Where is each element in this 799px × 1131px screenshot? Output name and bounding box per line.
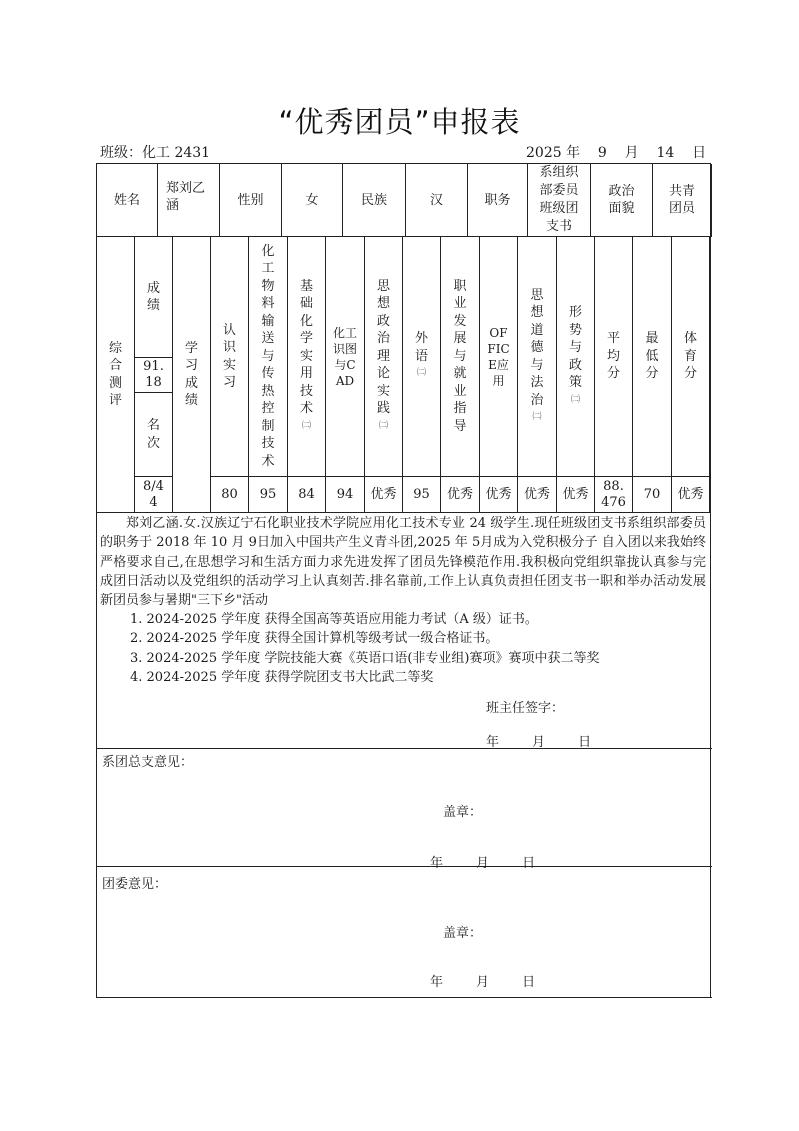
award-item: 3. 2024-2025 学年度 学院技能大赛《英语口语(非专业组)赛项》赛项中获二等奖 bbox=[130, 650, 600, 666]
gender-label-text: 性别 bbox=[237, 192, 264, 208]
ethnicity-value-text: 汉 bbox=[429, 192, 443, 208]
course-score bbox=[326, 477, 365, 513]
course-score bbox=[211, 477, 249, 513]
score-value bbox=[135, 358, 173, 393]
date-month: 9 bbox=[597, 145, 607, 161]
study-label-text: 学习成绩 bbox=[184, 340, 198, 408]
date-day: 14 bbox=[656, 145, 675, 161]
course-name: 认识实习 bbox=[222, 322, 236, 390]
course-score-text: 优秀 bbox=[485, 486, 512, 502]
form-date bbox=[526, 142, 706, 162]
course-name: 化工识图与CAD bbox=[332, 325, 357, 388]
course-header bbox=[211, 237, 249, 477]
course-score-text: 优秀 bbox=[446, 486, 473, 502]
course-score bbox=[672, 477, 710, 513]
score-value-text: 91.18 bbox=[143, 359, 164, 390]
course-score bbox=[518, 477, 557, 513]
course-header bbox=[326, 237, 365, 477]
political-value-text: 共青团员 bbox=[668, 184, 695, 216]
course-header bbox=[633, 237, 672, 477]
course-name: 思想政治理论实践 bbox=[376, 278, 390, 417]
gender-value bbox=[282, 164, 343, 237]
name-value-text: 郑刘乙涵 bbox=[166, 181, 206, 213]
gender-label bbox=[220, 164, 282, 237]
rank-value-text: 8/44 bbox=[143, 478, 164, 510]
course-name: 基础化学实用技术 bbox=[299, 278, 313, 417]
course-score-text: 95 bbox=[413, 486, 430, 502]
course-score bbox=[480, 477, 518, 513]
course-header bbox=[249, 237, 288, 477]
course-score-text: 优秀 bbox=[677, 486, 704, 502]
course-score-text: 88.476 bbox=[601, 478, 626, 510]
teacher-sign-date: 年 月 日 bbox=[486, 735, 592, 750]
course-score bbox=[557, 477, 595, 513]
course-suffix: ㈡ bbox=[416, 368, 426, 379]
gender-value-text: 女 bbox=[305, 192, 319, 208]
course-name: 化工物料输送与传热控制技术 bbox=[261, 243, 275, 469]
course-header bbox=[288, 237, 326, 477]
position-value-text: 系组织部委员班级团支书 bbox=[539, 165, 579, 234]
course-score-text: 70 bbox=[643, 486, 661, 502]
course-score bbox=[441, 477, 480, 513]
course-score bbox=[633, 477, 672, 513]
course-header bbox=[441, 237, 480, 477]
date-month-unit: 月 bbox=[624, 145, 639, 161]
course-name: OFFICE应用 bbox=[487, 325, 510, 388]
rank-label bbox=[135, 393, 173, 477]
ethnicity-label bbox=[343, 164, 406, 237]
league-date: 年 月 日 bbox=[430, 975, 536, 990]
teacher-sign-label: 班主任签字： bbox=[486, 701, 565, 716]
name-label bbox=[97, 164, 158, 237]
course-name: 形势与政策 bbox=[568, 305, 582, 390]
score-label bbox=[135, 237, 173, 358]
course-header bbox=[672, 237, 710, 477]
rank-value bbox=[135, 477, 173, 513]
political-value bbox=[653, 164, 712, 237]
date-year: 2025 bbox=[526, 145, 562, 161]
course-score bbox=[403, 477, 441, 513]
table-right-border bbox=[710, 163, 711, 998]
dept-date: 年 月 日 bbox=[430, 856, 536, 871]
course-suffix: ㈡ bbox=[378, 420, 388, 431]
awards-list bbox=[130, 610, 600, 687]
award-item: 1. 2024-2025 学年度 获得全国高等英语应用能力考试（A 级）证书。 bbox=[130, 612, 538, 627]
league-opinion-section bbox=[97, 867, 712, 998]
page-title: “优秀团员”申报表 bbox=[278, 105, 521, 139]
overall-eval-label bbox=[97, 237, 135, 513]
course-header bbox=[557, 237, 595, 477]
political-label bbox=[591, 164, 653, 237]
course-score-text: 优秀 bbox=[562, 486, 589, 502]
rank-label-text: 名次 bbox=[146, 418, 160, 451]
course-name: 外语 bbox=[414, 331, 428, 364]
course-score bbox=[249, 477, 288, 513]
course-score-text: 80 bbox=[221, 486, 238, 502]
course-name: 思想道德与法治 bbox=[530, 287, 544, 408]
award-item: 2. 2024-2025 学年度 获得全国计算机等级考试一级合格证书。 bbox=[130, 631, 499, 647]
date-day-unit: 日 bbox=[692, 145, 707, 161]
course-score bbox=[595, 477, 633, 513]
class-label: 班级：化工 2431 bbox=[100, 145, 211, 161]
course-suffix: ㈡ bbox=[570, 394, 580, 405]
course-header bbox=[365, 237, 403, 477]
dept-seal-label: 盖章： bbox=[443, 805, 483, 820]
dept-opinion-label: 系团总支意见： bbox=[102, 755, 194, 770]
overall-eval-text: 综合测评 bbox=[108, 340, 122, 408]
course-name: 体育分 bbox=[683, 331, 697, 382]
course-score-text: 95 bbox=[259, 486, 277, 502]
ethnicity-value bbox=[406, 164, 468, 237]
course-name: 最低分 bbox=[645, 331, 659, 382]
league-seal-label: 盖章： bbox=[443, 926, 483, 941]
position-value bbox=[528, 164, 591, 237]
course-score-text: 优秀 bbox=[523, 486, 550, 502]
league-opinion-label: 团委意见： bbox=[102, 877, 168, 892]
political-label-text: 政治面貌 bbox=[608, 184, 635, 216]
course-header bbox=[595, 237, 633, 477]
name-label-text: 姓名 bbox=[113, 192, 140, 208]
date-year-unit: 年 bbox=[566, 145, 581, 161]
name-value bbox=[158, 164, 220, 237]
award-item: 4. 2024-2025 学年度 获得学院团支书大比武二等奖 bbox=[130, 669, 434, 685]
course-suffix: ㈡ bbox=[532, 412, 542, 422]
course-header bbox=[518, 237, 557, 477]
course-score-text: 94 bbox=[336, 486, 354, 502]
course-name: 职业发展与就业指导 bbox=[453, 278, 467, 434]
score-label-text: 成绩 bbox=[146, 280, 160, 313]
course-score-text: 优秀 bbox=[370, 486, 397, 502]
position-label-text: 职务 bbox=[484, 192, 511, 208]
course-score bbox=[365, 477, 403, 513]
course-header bbox=[403, 237, 441, 477]
course-score bbox=[288, 477, 326, 513]
ethnicity-label-text: 民族 bbox=[360, 192, 387, 208]
course-name: 平均分 bbox=[606, 331, 620, 382]
study-label bbox=[173, 237, 211, 513]
position-label bbox=[468, 164, 528, 237]
course-header bbox=[480, 237, 518, 477]
remarks-paragraph: 郑刘乙涵.女.汉族辽宁石化职业技术学院应用化工技术专业 24 级学生.现任班级团支书系组织部委员的职务于 2018 年 10 月 9日加入中国共产生义青斗团,2025 年 5月成为入党积极分子 自入团以来我始终严格要求自己,在思想学习和生活方面力求先进发挥了团员先锋模范作用.我积极向党组织靠拢认真参与完成团日活动以及党组织的活动学习上认真刻苦.排名靠前,工作上认真负责担任团支书一职和举办活动发展新团员参与暑期"三下乡"活动 bbox=[100, 516, 706, 609]
course-score-text: 84 bbox=[298, 486, 315, 502]
course-suffix: ㈡ bbox=[301, 420, 311, 431]
